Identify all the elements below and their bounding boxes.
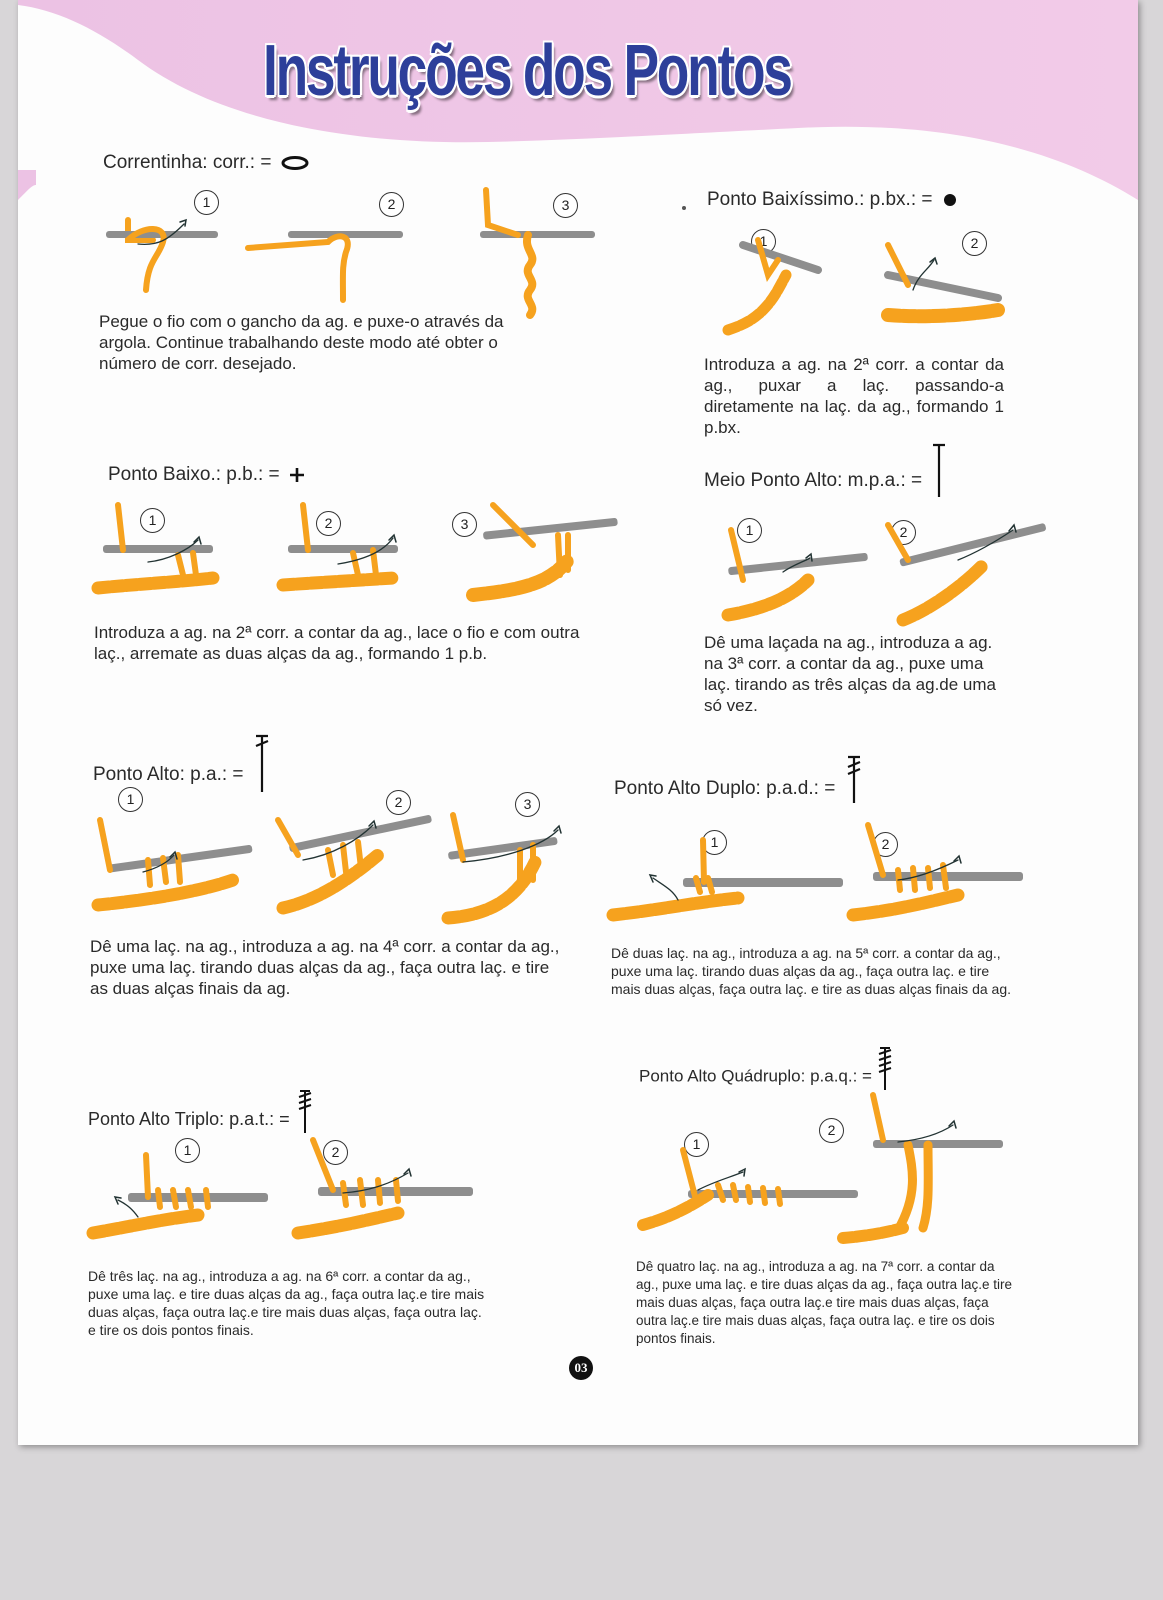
ponto-alto-quadruplo-illustration (628, 1090, 1008, 1250)
page-number: 03 (569, 1356, 593, 1380)
correntinha-step-3: 3 (553, 193, 578, 218)
ponto-alto-step-1: 1 (118, 787, 143, 812)
ponto-baixo-illustration (88, 490, 608, 610)
paper-sheet (18, 0, 1138, 1445)
ponto-alto-quadruplo-step-1: 1 (684, 1132, 709, 1157)
ponto-baixissimo-step-1: 1 (751, 229, 776, 254)
ponto-alto-duplo-illustration (608, 820, 1018, 930)
t-bar-two-slash-icon (845, 755, 863, 805)
ponto-alto-duplo-step-2: 2 (873, 832, 898, 857)
correntinha-heading (103, 152, 309, 174)
ponto-alto-quadruplo-heading-text: Ponto Alto Quádruplo: p.a.q.: = (639, 1066, 872, 1086)
ponto-alto-heading (93, 756, 271, 794)
ponto-baixo-description: Introduza a ag. na 2ª corr. a contar da ag., lace o fio e com outra laç., arremate as duas alças da ag., formando 1 p.b. (94, 623, 580, 663)
plus-icon (289, 467, 305, 483)
ponto-alto-heading-text: Ponto Alto: p.a.: = (93, 764, 244, 786)
ponto-alto-quadruplo-description: Dê quatro laç. na ag., introduza a ag. na 7ª corr. a contar da ag., puxe uma laç. e tire duas alças da ag., faça outra laç.e tire mais duas alças, faça outra laç.e tire mais duas alças, faça outra laç.e tire mais duas alças, faça outra laç. e tire os dois pontos finais. (636, 1259, 1012, 1346)
meio-ponto-alto-description: Dê uma laçada na ag., introduza a ag. na 3ª corr. a contar da ag., puxe uma laç. tirando as três alças da ag.de uma só vez. (704, 633, 996, 715)
t-bar-four-slash-icon (877, 1046, 893, 1092)
meio-ponto-alto-illustration (698, 520, 1038, 630)
meio-ponto-alto-heading-text: Meio Ponto Alto: m.p.a.: = (704, 470, 923, 492)
ponto-alto-duplo-heading (614, 773, 863, 805)
ponto-baixo-heading (108, 464, 305, 486)
meio-ponto-alto-heading (704, 463, 947, 499)
ponto-baixo-heading-text: Ponto Baixo.: p.b.: = (108, 464, 280, 485)
ponto-alto-quadruplo-heading (639, 1062, 893, 1092)
filled-dot-icon (942, 192, 958, 208)
ponto-baixo-step-2: 2 (316, 511, 341, 536)
page-title: Instruções dos Pontos (263, 31, 791, 111)
ponto-baixo-step-3: 3 (452, 512, 477, 537)
ponto-alto-duplo-step-1: 1 (702, 830, 727, 855)
ponto-alto-step-2: 2 (386, 790, 411, 815)
t-bar-three-slash-icon (297, 1089, 313, 1135)
ponto-alto-step-3: 3 (515, 792, 540, 817)
ponto-alto-duplo-description: Dê duas laç. na ag., introduza a ag. na 5ª corr. a contar da ag., puxe uma laç. tirando duas alças da ag., faça outra laç. e tire mais duas alças, faça outra laç. e tire as duas alças finais da ag. (611, 945, 1011, 997)
ponto-alto-triplo-heading-text: Ponto Alto Triplo: p.a.t.: = (88, 1108, 290, 1129)
ponto-alto-illustration (88, 800, 608, 925)
ponto-baixissimo-heading (707, 189, 958, 211)
ponto-alto-quadruplo-step-2: 2 (819, 1118, 844, 1143)
oval-icon (281, 155, 309, 171)
ponto-baixissimo-heading-text: Ponto Baixíssimo.: p.bx.: = (707, 189, 933, 210)
correntinha-step-1: 1 (194, 190, 219, 215)
correntinha-step-2: 2 (379, 192, 404, 217)
ponto-baixo-step-1: 1 (140, 508, 165, 533)
correntinha-heading-text: Correntinha: corr.: = (103, 152, 272, 173)
stray-dot (682, 206, 686, 210)
ponto-baixissimo-step-2: 2 (962, 231, 987, 256)
t-bar-one-slash-icon (253, 734, 271, 794)
ponto-alto-duplo-heading-text: Ponto Alto Duplo: p.a.d.: = (614, 778, 836, 800)
ponto-alto-triplo-illustration (88, 1135, 488, 1245)
correntinha-illustration (98, 180, 608, 320)
ponto-alto-triplo-description: Dê três laç. na ag., introduza a ag. na 6ª corr. a contar da ag., puxe uma laç. e tire duas alças da ag., faça outra laç.e tire mais duas alças, faça outra laç.e tire mais duas alças, faça outra laç. e tire os dois pontos finais. (88, 1268, 485, 1338)
ponto-alto-triplo-heading (88, 1105, 313, 1135)
ponto-baixissimo-illustration (698, 230, 1018, 345)
ponto-alto-description: Dê uma laç. na ag., introduza a ag. na 4ª corr. a contar da ag., puxe uma laç. tirando duas alças da ag., faça outra laç. e tire as duas alças finais da ag. (90, 937, 560, 998)
ponto-alto-triplo-step-1: 1 (175, 1138, 200, 1163)
t-bar-icon (931, 443, 947, 499)
correntinha-description: Pegue o fio com o gancho da ag. e puxe-o através da argola. Continue trabalhando deste modo até obter o número de corr. desejado. (99, 312, 504, 373)
meio-ponto-alto-step-1: 1 (737, 518, 762, 543)
ponto-alto-triplo-step-2: 2 (323, 1140, 348, 1165)
meio-ponto-alto-step-2: 2 (891, 520, 916, 545)
ponto-baixissimo-description: Introduza a ag. na 2ª corr. a contar da ag., puxar a laç. passando-a diretamente na laç. da ag., formando 1 p.bx. (704, 355, 1004, 437)
